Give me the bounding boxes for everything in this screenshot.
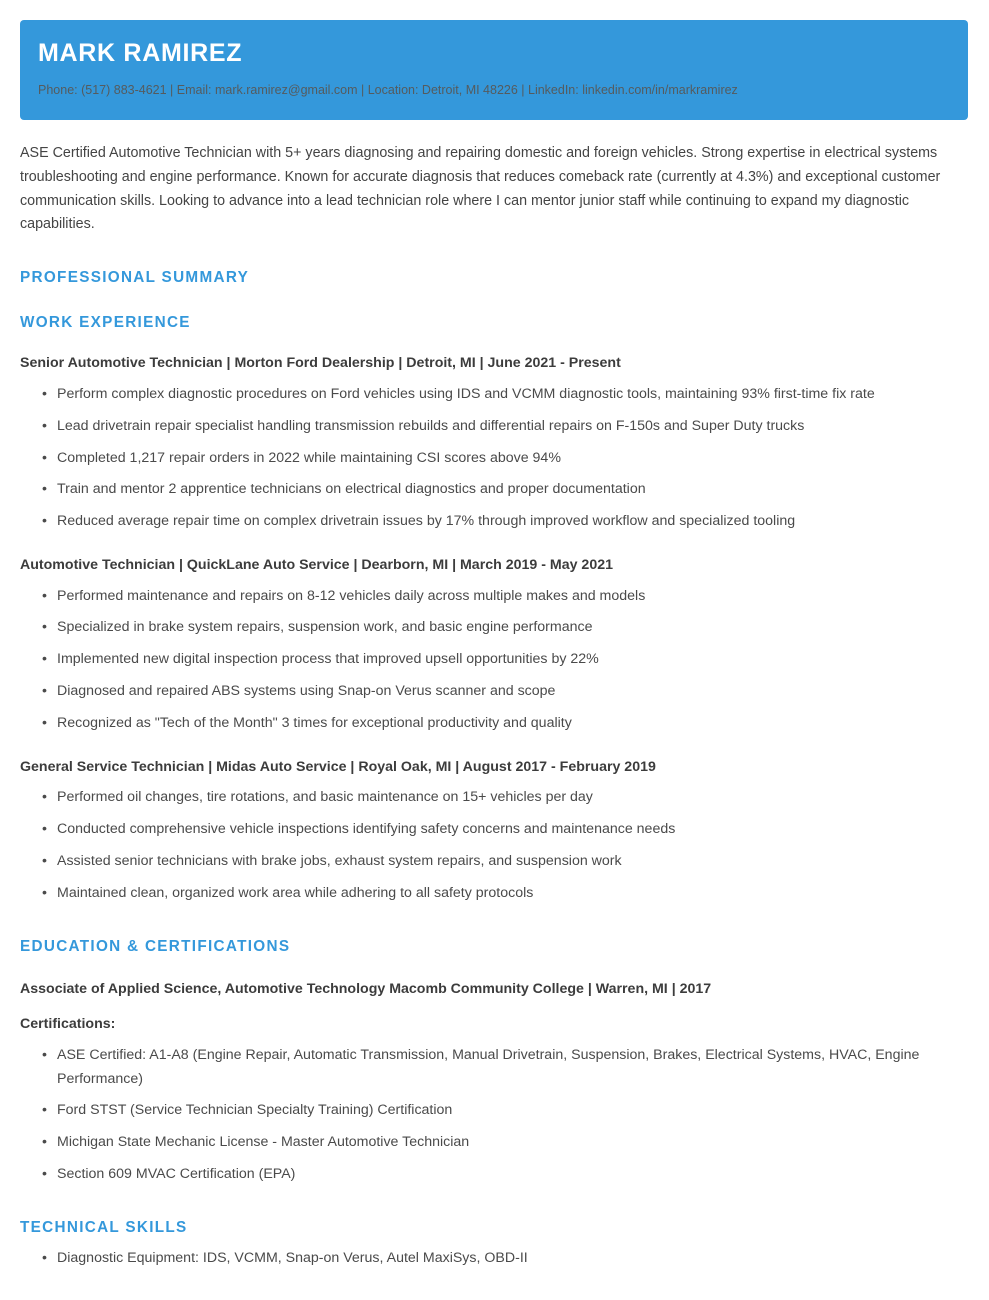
job-entry xyxy=(20,556,969,736)
job-bullet: • Train and mentor 2 apprentice technicians on electrical diagnostics and proper documentation xyxy=(20,478,969,502)
certification-item: • Section 609 MVAC Certification (EPA) xyxy=(20,1163,969,1187)
section-heading-technical-skills: TECHNICAL SKILLS xyxy=(20,1219,188,1237)
job-bullet: • Recognized as "Tech of the Month" 3 times for exceptional productivity and quality xyxy=(20,712,969,736)
job-heading: General Service Technician | Midas Auto Service | Royal Oak, MI | August 2017 - February 2019 xyxy=(20,758,656,775)
certification-item: • Ford STST (Service Technician Specialty Training) Certification xyxy=(20,1099,969,1123)
job-bullet: • Completed 1,217 repair orders in 2022 while maintaining CSI scores above 94% xyxy=(20,447,969,471)
certification-item: • Michigan State Mechanic License - Master Automotive Technician xyxy=(20,1131,969,1155)
job-bullet-list xyxy=(20,786,969,905)
contact-info-line: Phone: (517) 883-4621 | Email: mark.ramirez@gmail.com | Location: Detroit, MI 48226 | LinkedIn: linkedin.com/in/markramirez xyxy=(38,83,738,97)
job-heading: Automotive Technician | QuickLane Auto Service | Dearborn, MI | March 2019 - May 2021 xyxy=(20,557,613,574)
job-bullet: • Conducted comprehensive vehicle inspections identifying safety concerns and maintenance needs xyxy=(20,818,969,842)
section-heading-work-experience: WORK EXPERIENCE xyxy=(20,314,191,332)
job-bullet-list xyxy=(20,585,969,736)
job-bullet: • Implemented new digital inspection process that improved upsell opportunities by 22% xyxy=(20,648,969,672)
job-bullet: • Performed oil changes, tire rotations, and basic maintenance on 15+ vehicles per day xyxy=(20,786,969,810)
section-heading-professional-summary: PROFESSIONAL SUMMARY xyxy=(20,269,250,287)
professional-summary-paragraph: ASE Certified Automotive Technician with 5+ years diagnosing and repairing domestic and foreign vehicles. Strong expertise in electrical systems troubleshooting and engine performance. Known for accurate diagnosis that reduces comeback rate (currently at 4.3%) and exceptional customer communication skills. Looking to advance into a lead technician role where I can mentor junior staff while continuing to expand my diagnostic capabilities. xyxy=(20,145,941,233)
education-degree-line: Associate of Applied Science, Automotive Technology Macomb Community College | Warren, MI | 2017 xyxy=(20,980,712,997)
job-bullet: • Lead drivetrain repair specialist handling transmission rebuilds and differential repairs on F-150s and Super Duty trucks xyxy=(20,415,969,439)
resume-body xyxy=(0,142,989,1271)
section-heading-education-certifications: EDUCATION & CERTIFICATIONS xyxy=(20,937,291,955)
candidate-name: MARK RAMIREZ xyxy=(38,39,243,67)
technical-skills-list xyxy=(20,1247,969,1271)
job-bullet: • Reduced average repair time on complex drivetrain issues by 17% through improved workflow and specialized tooling xyxy=(20,510,969,534)
resume-header-band xyxy=(20,20,968,120)
certifications-label: Certifications: xyxy=(20,1016,116,1033)
resume-page xyxy=(0,20,989,1271)
certification-list xyxy=(20,1044,969,1187)
job-bullet: • Diagnosed and repaired ABS systems using Snap-on Verus scanner and scope xyxy=(20,680,969,704)
job-bullet: • Specialized in brake system repairs, suspension work, and basic engine performance xyxy=(20,616,969,640)
job-bullet-list xyxy=(20,383,969,534)
job-bullet: • Performed maintenance and repairs on 8-12 vehicles daily across multiple makes and models xyxy=(20,585,969,609)
job-entry xyxy=(20,354,969,534)
certification-item: • ASE Certified: A1-A8 (Engine Repair, Automatic Transmission, Manual Drivetrain, Suspension, Brakes, Electrical Systems, HVAC, Engine Performance) xyxy=(20,1044,969,1092)
job-bullet: • Maintained clean, organized work area while adhering to all safety protocols xyxy=(20,882,969,906)
job-heading: Senior Automotive Technician | Morton Ford Dealership | Detroit, MI | June 2021 - Present xyxy=(20,355,621,372)
job-bullet: • Assisted senior technicians with brake jobs, exhaust system repairs, and suspension work xyxy=(20,850,969,874)
job-entry xyxy=(20,758,969,906)
technical-skill-item: • Diagnostic Equipment: IDS, VCMM, Snap-on Verus, Autel MaxiSys, OBD-II xyxy=(20,1247,969,1271)
job-bullet: • Perform complex diagnostic procedures on Ford vehicles using IDS and VCMM diagnostic tools, maintaining 93% first-time fix rate xyxy=(20,383,969,407)
